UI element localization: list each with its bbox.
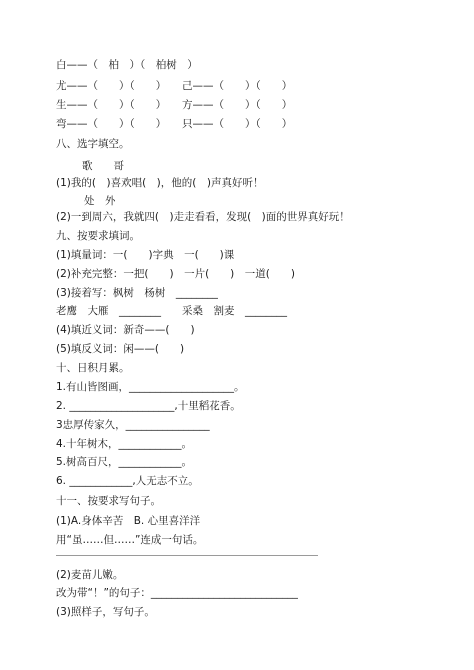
- word-group-wan-zhi: 弯——（ ）（ ） 只——（ ）（ ）: [56, 118, 293, 130]
- measure-word-question: (1)填量词：一( )字典 一( )课: [56, 249, 235, 261]
- sentence-question-2: (2)麦苗儿嫩。: [56, 569, 124, 581]
- continue-writing-line-2: 老鹰 大雁 ________ 采桑 割麦 ________: [56, 305, 287, 317]
- recitation-item-4: 4.十年树木，____________。: [56, 438, 193, 450]
- word-group-bai: 白——（ 柏 ）（ 柏树 ）: [56, 59, 198, 71]
- recitation-item-3: 3忠厚传家久，________________: [56, 419, 210, 431]
- fill-sentence-1: (1)我的( )喜欢唱( )，他的( )声真好听！: [56, 177, 264, 189]
- choice-words-1: 歌 哥: [82, 160, 124, 172]
- recitation-item-2: 2. ____________________,十里稻花香。: [56, 400, 241, 412]
- section-8-title: 八、选字填空。: [56, 138, 130, 150]
- section-10-title: 十、日积月累。: [56, 362, 130, 374]
- section-11-title: 十一、按要求写句子。: [56, 495, 161, 507]
- imitate-sentence: (3)照样子，写句子。: [56, 606, 155, 618]
- recitation-item-1: 1.有山皆图画，____________________。: [56, 381, 245, 393]
- synonym-question: (4)填近义词：新奇——( ): [56, 324, 195, 336]
- continue-writing-question: (3)接着写：枫树 杨树 ________: [56, 287, 218, 299]
- antonym-question: (5)填反义词：闲——( ): [56, 343, 185, 355]
- answer-line: [56, 555, 318, 556]
- choice-words-2: 处 外: [84, 195, 116, 207]
- fill-sentence-2: (2)一到周六，我就四( )走走看看，发现( )面的世界真好玩！: [56, 211, 350, 223]
- word-group-sheng-fang: 生——（ ）（ ） 方——（ ）（ ）: [56, 99, 293, 111]
- exclamation-rewrite: 改为带“！”的句子：____________________________: [56, 587, 298, 599]
- section-9-title: 九、按要求填词。: [56, 230, 140, 242]
- recitation-item-6: 6. ____________,人无志不立。: [56, 475, 199, 487]
- complete-phrase-question: (2)补充完整：一把( ) 一片( ) 一道( ): [56, 268, 295, 280]
- recitation-item-5: 5.树高百尺，____________。: [56, 456, 193, 468]
- sentence-options: (1)A.身体辛苦 B. 心里喜洋洋: [56, 515, 201, 527]
- word-group-you-ji: 尤——（ ）（ ） 己——（ ）（ ）: [56, 80, 293, 92]
- connect-sentence-instruction: 用“虽……但……”连成一句话。: [56, 534, 204, 546]
